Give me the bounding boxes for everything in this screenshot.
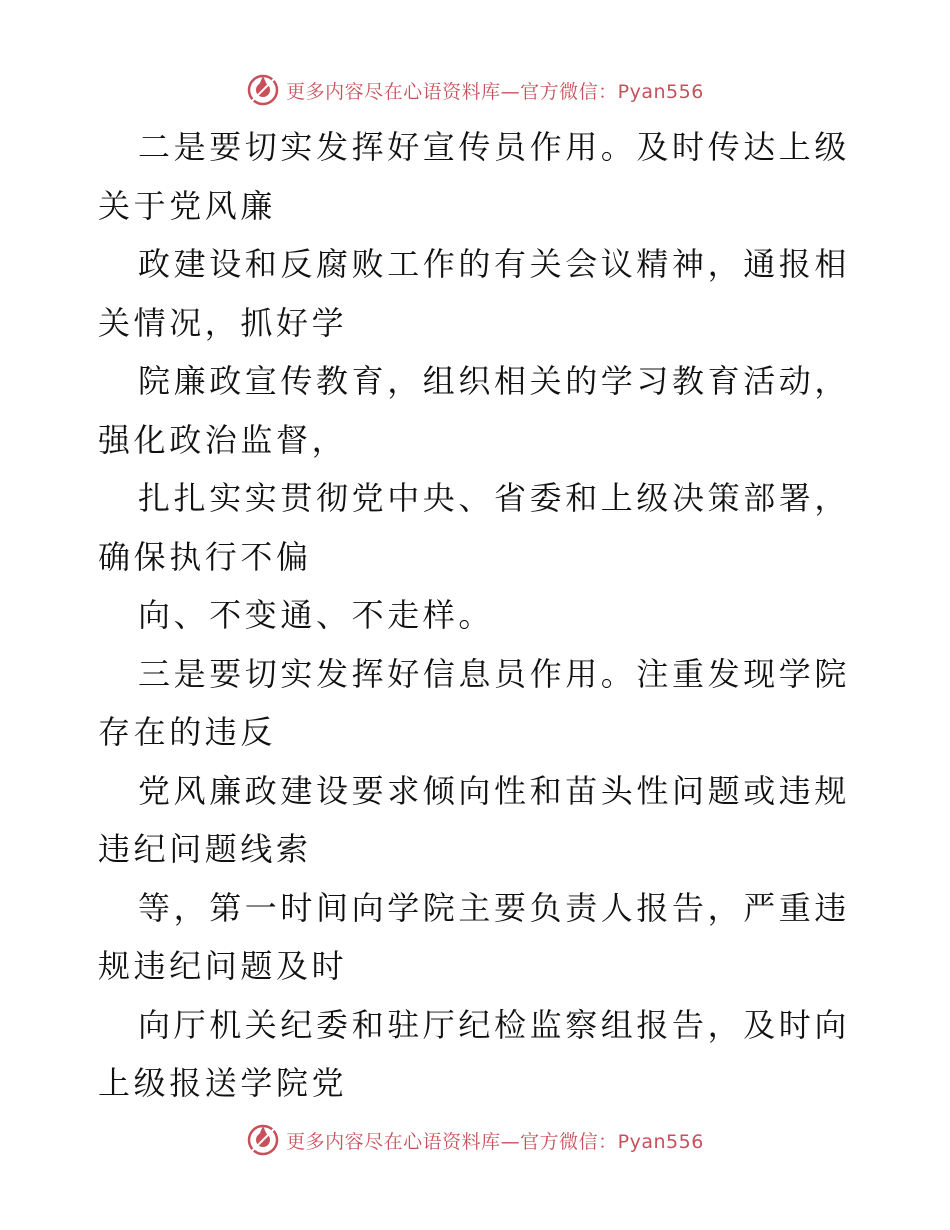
watermark-text: 更多内容尽在心语资料库—官方微信：Pyan556 — [286, 80, 704, 103]
paragraph: 向厅机关纪委和驻厅纪检监察组报告，及时向上级报送学院党 — [98, 1005, 851, 1102]
paragraph: 院廉政宣传教育，组织相关的学习教育活动，强化政治监督， — [98, 362, 851, 459]
paragraph: 扎扎实实贯彻党中央、省委和上级决策部署，确保执行不偏 — [98, 479, 851, 576]
paragraph: 向、不变通、不走样。 — [138, 596, 495, 634]
paragraph: 等，第一时间向学院主要负责人报告，严重违规违纪问题及时 — [98, 888, 851, 985]
paragraph: 三是要切实发挥好信息员作用。注重发现学院存在的违反 — [98, 654, 851, 751]
watermark-text: 更多内容尽在心语资料库—官方微信：Pyan556 — [286, 1130, 704, 1153]
document-body — [98, 118, 858, 1113]
logo-icon — [246, 1123, 280, 1157]
paragraph: 政建设和反腐败工作的有关会议精神，通报相关情况，抓好学 — [98, 245, 851, 342]
logo-icon — [246, 73, 280, 107]
paragraph: 二是要切实发挥好宣传员作用。及时传达上级关于党风廉 — [98, 128, 851, 225]
paragraph: 党风廉政建设要求倾向性和苗头性问题或违规违纪问题线索 — [98, 771, 851, 868]
header-watermark — [0, 70, 950, 110]
footer-watermark — [0, 1120, 950, 1160]
